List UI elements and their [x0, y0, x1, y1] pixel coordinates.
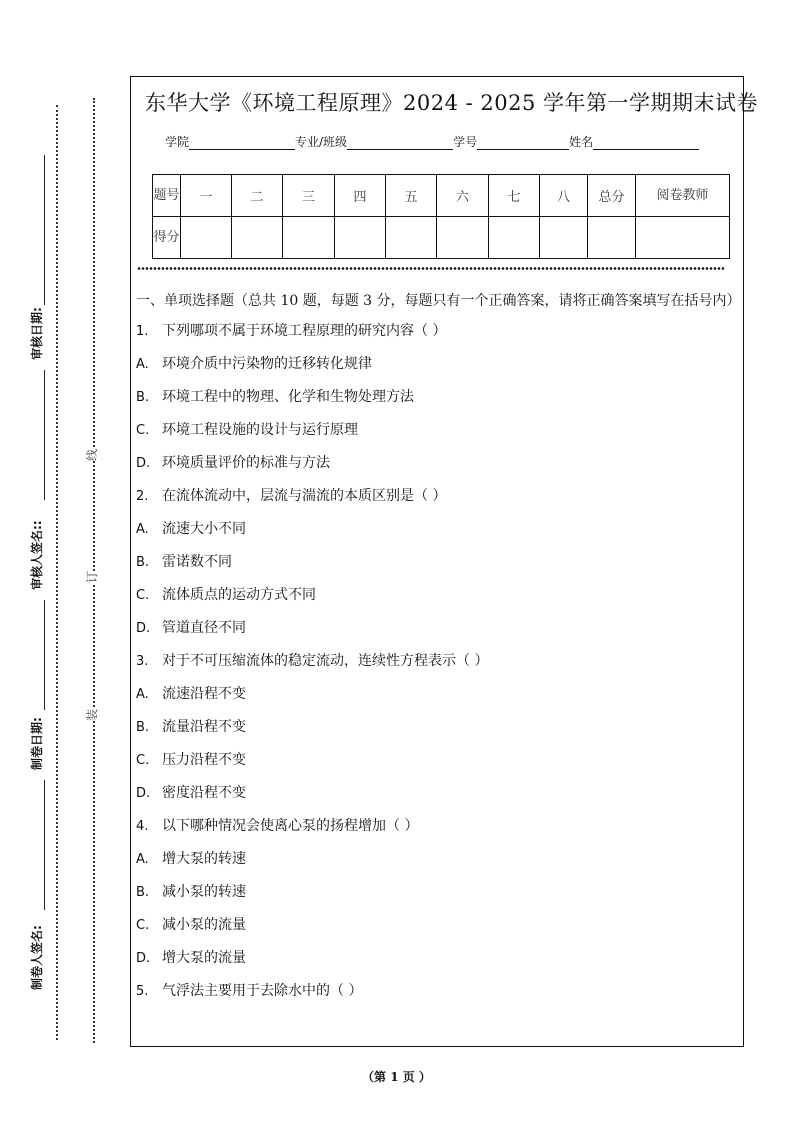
score-cell-6[interactable] — [437, 217, 489, 259]
question-3 — [136, 649, 736, 682]
option-text: 减小泵的转速 — [162, 884, 246, 900]
option-a[interactable] — [136, 517, 736, 550]
option-c[interactable] — [136, 748, 736, 781]
column-6: 六 — [437, 175, 489, 217]
option-b[interactable] — [136, 880, 736, 913]
question-text: 在流体流动中，层流与湍流的本质区别是（ ） — [162, 488, 447, 504]
option-c[interactable] — [136, 913, 736, 946]
review-date-label: 审核日期: — [30, 307, 44, 360]
option-d[interactable] — [136, 781, 736, 814]
option-key: A. — [136, 522, 149, 537]
option-text: 管道直径不同 — [162, 620, 246, 636]
tear-line-char-ding: 订 — [85, 570, 100, 584]
score-cell-1[interactable] — [181, 217, 232, 259]
question-number: 1. — [136, 324, 149, 339]
question-number: 2. — [136, 489, 149, 504]
major-class-field[interactable] — [347, 137, 453, 150]
option-text: 流速沿程不变 — [162, 686, 246, 702]
exam-title: 东华大学《环境工程原理》2024 - 2025 学年第一学期期末试卷 — [145, 91, 759, 115]
college-label: 学院 — [165, 135, 190, 149]
tear-line-char-zhuang: 装 — [85, 708, 100, 722]
score-cell-8[interactable] — [540, 217, 588, 259]
option-c[interactable] — [136, 583, 736, 616]
column-8: 八 — [540, 175, 588, 217]
major-class-label: 专业/班级 — [295, 135, 348, 149]
column-4: 四 — [335, 175, 386, 217]
option-key: B. — [136, 720, 150, 735]
option-text: 增大泵的转速 — [162, 851, 246, 867]
score-row-header: 得分 — [153, 217, 181, 259]
option-b[interactable] — [136, 385, 736, 418]
page-number: （第 1 页 ） — [362, 1070, 431, 1084]
signature-blank-reviewer — [44, 370, 45, 500]
name-label: 姓名 — [569, 135, 594, 149]
option-d[interactable] — [136, 946, 736, 979]
option-text: 环境工程中的物理、化学和生物处理方法 — [162, 389, 414, 405]
option-key: C. — [136, 423, 150, 438]
option-b[interactable] — [136, 715, 736, 748]
option-key: C. — [136, 918, 150, 933]
option-key: B. — [136, 390, 150, 405]
option-b[interactable] — [136, 550, 736, 583]
exam-frame — [130, 76, 759, 1047]
option-text: 增大泵的流量 — [162, 950, 246, 966]
option-key: D. — [136, 621, 151, 636]
question-number-header: 题号 — [153, 175, 181, 217]
option-a[interactable] — [136, 847, 736, 880]
reviewer-signature-label: 审核人签名:: — [30, 520, 44, 590]
option-key: C. — [136, 753, 150, 768]
option-text: 环境工程设施的设计与运行原理 — [162, 422, 358, 438]
option-key: D. — [136, 951, 151, 966]
score-table-score-row — [153, 217, 730, 259]
paper-date-label: 制卷日期: — [30, 717, 44, 770]
column-grader: 阅卷教师 — [636, 175, 730, 217]
exam-content — [136, 289, 741, 1012]
score-cell-total[interactable] — [588, 217, 636, 259]
option-key: B. — [136, 555, 150, 570]
column-5: 五 — [386, 175, 437, 217]
column-1: 一 — [181, 175, 232, 217]
option-key: D. — [136, 456, 151, 471]
option-text: 流体质点的运动方式不同 — [162, 587, 316, 603]
signature-blank-paper-date — [44, 600, 45, 710]
student-id-label: 学号 — [453, 135, 478, 149]
question-text: 下列哪项不属于环境工程原理的研究内容（ ） — [162, 323, 447, 339]
option-key: B. — [136, 885, 150, 900]
score-cell-4[interactable] — [335, 217, 386, 259]
question-text: 气浮法主要用于去除水中的（ ） — [162, 983, 363, 999]
option-text: 流速大小不同 — [162, 521, 246, 537]
section-heading-single-choice: 一、单项选择题（总共 10 题，每题 3 分，每题只有一个正确答案，请将正确答案填写在括号内） — [136, 293, 741, 309]
signature-blank-review-date — [44, 155, 45, 305]
question-text: 对于不可压缩流体的稳定流动，连续性方程表示（ ） — [162, 653, 489, 669]
option-c[interactable] — [136, 418, 736, 451]
option-a[interactable] — [136, 352, 736, 385]
option-text: 流量沿程不变 — [162, 719, 246, 735]
option-key: A. — [136, 357, 149, 372]
option-text: 压力沿程不变 — [162, 752, 246, 768]
question-number: 4. — [136, 819, 149, 834]
score-cell-2[interactable] — [232, 217, 283, 259]
score-cell-3[interactable] — [283, 217, 335, 259]
option-text: 减小泵的流量 — [162, 917, 246, 933]
question-2 — [136, 484, 736, 517]
tear-line-char-xian: 线 — [85, 448, 100, 462]
question-5 — [136, 979, 736, 1012]
option-d[interactable] — [136, 616, 736, 649]
binding-dotted-line-outer — [56, 105, 58, 1040]
score-cell-grader[interactable] — [636, 217, 730, 259]
question-number: 3. — [136, 654, 149, 669]
column-2: 二 — [232, 175, 283, 217]
option-text: 环境介质中污染物的迁移转化规律 — [162, 356, 372, 372]
question-number: 5. — [136, 984, 149, 999]
score-table — [152, 174, 730, 259]
option-key: A. — [136, 687, 149, 702]
dotted-separator — [137, 267, 725, 270]
option-key: A. — [136, 852, 149, 867]
signature-blank-paper-maker — [44, 780, 45, 910]
score-cell-5[interactable] — [386, 217, 437, 259]
student-id-field[interactable] — [477, 137, 569, 150]
column-3: 三 — [283, 175, 335, 217]
student-info-row — [165, 133, 699, 150]
option-key: D. — [136, 786, 151, 801]
paper-maker-signature-label: 制卷人签名: — [30, 925, 44, 990]
option-d[interactable] — [136, 451, 736, 484]
question-4 — [136, 814, 736, 847]
score-cell-7[interactable] — [489, 217, 540, 259]
column-total: 总分 — [588, 175, 636, 217]
option-text: 雷诺数不同 — [162, 554, 232, 570]
option-key: C. — [136, 588, 150, 603]
question-1 — [136, 319, 736, 352]
column-7: 七 — [489, 175, 540, 217]
question-text: 以下哪种情况会使离心泵的扬程增加（ ） — [162, 818, 419, 834]
option-a[interactable] — [136, 682, 736, 715]
name-field[interactable] — [593, 137, 699, 150]
score-table-header-row — [153, 175, 730, 217]
college-field[interactable] — [189, 137, 295, 150]
option-text: 密度沿程不变 — [162, 785, 246, 801]
option-text: 环境质量评价的标准与方法 — [162, 455, 330, 471]
